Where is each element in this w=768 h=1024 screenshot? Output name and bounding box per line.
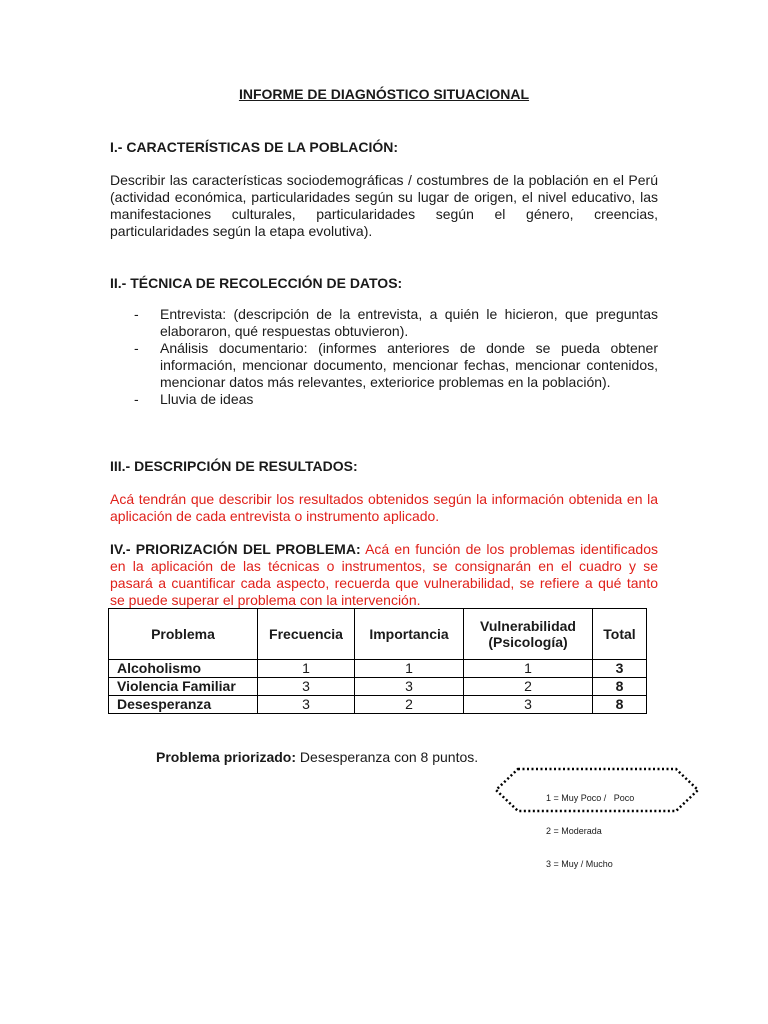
column-header-total: Total [593, 609, 647, 660]
section-3-body: Acá tendrán que describir los resultados obtenidos según la información obtenida en la aplicación de cada entrevista o instrumento aplicado. [110, 491, 658, 524]
column-header-vulnerability: Vulnerabilidad (Psicología) [464, 609, 593, 660]
list-item-text: Entrevista: (descripción de la entrevista, a quién le hicieron, que preguntas elaboraron, qué respuestas obtuvieron). [160, 306, 658, 339]
section-1-body: Describir las características sociodemográficas / costumbres de la población en el Perú (actividad económica, particularidades según su lugar de origen, el nivel educativo, las manifestaciones culturales, particularidades según el género, creencias, particularidades según la etapa evolutiva). [110, 172, 658, 239]
column-header-problem: Problema [109, 609, 258, 660]
bullet-dash: - [134, 340, 139, 356]
cell-total: 3 [593, 660, 647, 678]
cell-total: 8 [593, 678, 647, 696]
table-row [109, 660, 647, 678]
column-header-importance: Importancia [355, 609, 464, 660]
legend-line: 3 = Muy / Mucho [546, 859, 613, 869]
prioritized-problem [156, 749, 478, 765]
column-header-frequency: Frecuencia [258, 609, 355, 660]
cell-frequency: 3 [258, 696, 355, 714]
cell-problem: Desesperanza [109, 696, 258, 714]
cell-problem: Violencia Familiar [109, 678, 258, 696]
legend-line: 1 = Muy Poco / Poco [546, 793, 635, 803]
list-item [134, 391, 658, 408]
section-3-heading: III.- DESCRIPCIÓN DE RESULTADOS: [110, 458, 358, 474]
list-item-text: Lluvia de ideas [160, 391, 254, 407]
cell-frequency: 1 [258, 660, 355, 678]
cell-frequency: 3 [258, 678, 355, 696]
section-2-heading: II.- TÉCNICA DE RECOLECCIÓN DE DATOS: [110, 275, 403, 291]
table-row [109, 696, 647, 714]
section-4-heading: IV.- PRIORIZACIÓN DEL PROBLEMA: [110, 541, 361, 557]
technique-list [134, 306, 658, 408]
cell-importance: 2 [355, 696, 464, 714]
legend-line: 2 = Moderada [546, 826, 602, 836]
section-4-paragraph [110, 541, 658, 609]
prioritized-label: Problema priorizado: [156, 749, 297, 765]
cell-importance: 3 [355, 678, 464, 696]
list-item [134, 340, 658, 391]
cell-importance: 1 [355, 660, 464, 678]
document-title: INFORME DE DIAGNÓSTICO SITUACIONAL [238, 86, 530, 102]
table-header-row [109, 609, 647, 660]
bullet-dash: - [134, 391, 139, 407]
prioritized-value: Desesperanza con 8 puntos. [299, 749, 479, 765]
list-item-text: Análisis documentario: (informes anteriores de donde se pueda obtener información, mencionar documento, mencionar fechas, mencionar contenidos, mencionar datos más relevantes, exteriorice problemas en la población). [160, 340, 658, 390]
score-legend [494, 767, 700, 869]
cell-problem: Alcoholismo [109, 660, 258, 678]
cell-vulnerability: 1 [464, 660, 593, 678]
cell-vulnerability: 2 [464, 678, 593, 696]
section-4-body: Acá en función de los problemas identificados en la aplicación de las técnicas o instrumentos, se consignarán en el cuadro y se pasará a cuantificar cada aspecto, recuerda que vulnerabilidad, se refiere a qué tanto se puede superar el problema con la intervención. [110, 541, 658, 608]
section-1-heading: I.- CARACTERÍSTICAS DE LA POBLACIÓN: [110, 139, 399, 155]
list-item [134, 306, 658, 340]
bullet-dash: - [134, 306, 139, 322]
cell-total: 8 [593, 696, 647, 714]
cell-vulnerability: 3 [464, 696, 593, 714]
table-row [109, 678, 647, 696]
prioritization-table [108, 608, 647, 714]
legend-text [546, 771, 634, 892]
